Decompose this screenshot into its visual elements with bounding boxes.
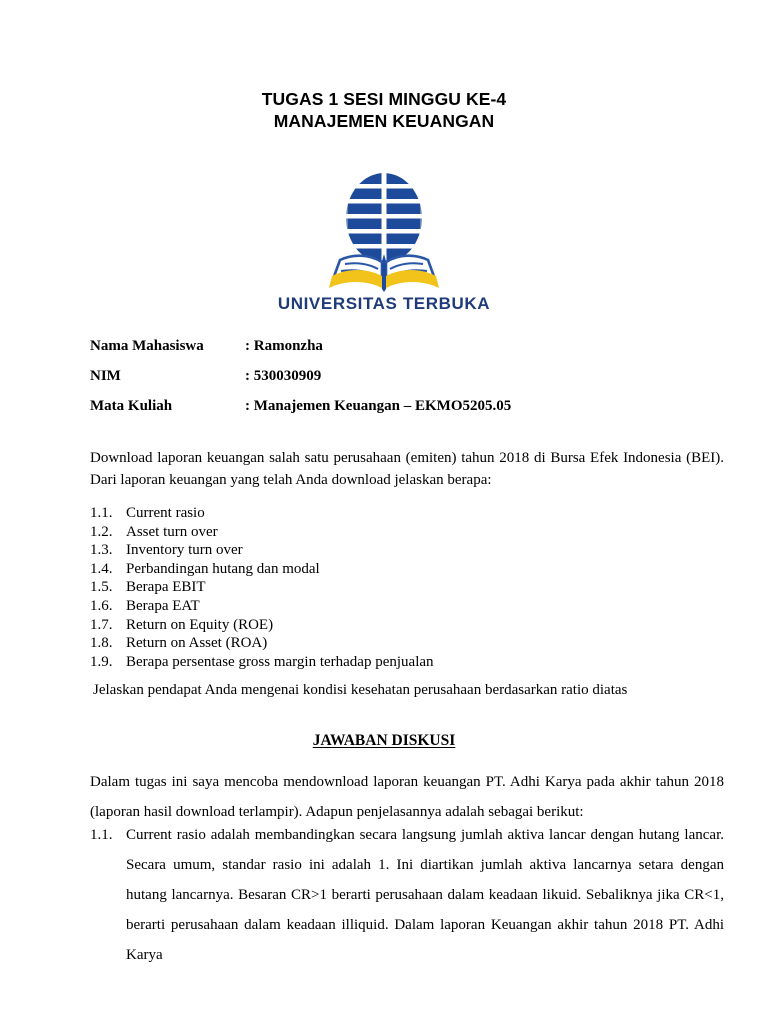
- student-info-row: [90, 361, 690, 391]
- list-item: [90, 634, 700, 653]
- info-value-nim: : 530030909: [245, 368, 322, 384]
- student-info-block: [90, 331, 690, 421]
- info-value-mata-kuliah: : Manajemen Keuangan – EKMO5205.05: [245, 398, 512, 414]
- info-label-mata-kuliah: Mata Kuliah: [90, 398, 173, 414]
- university-logo-icon: [319, 168, 449, 296]
- question-number: 1.8.: [90, 635, 113, 652]
- student-info-row: [90, 391, 690, 421]
- answer-section-heading: [0, 732, 768, 750]
- question-number: 1.4.: [90, 560, 113, 577]
- answer-intro-paragraph: Dalam tugas ini saya mencoba mendownload laporan keuangan PT. Adhi Karya pada akhir tahun 2018 (laporan hasil download terlampir). Adapun penjelasannya adalah sebagai berikut:: [90, 774, 724, 820]
- question-number: 1.6.: [90, 597, 113, 614]
- question-text: Asset turn over: [126, 523, 218, 540]
- answer-section-heading-text: JAWABAN DISKUSI: [312, 732, 456, 749]
- question-text: Return on Asset (ROA): [126, 635, 268, 652]
- list-item: [90, 504, 700, 523]
- question-number: 1.5.: [90, 579, 113, 596]
- list-item: [90, 523, 700, 542]
- question-text: Current rasio: [126, 505, 205, 521]
- closing-instruction: Jelaskan pendapat Anda mengenai kondisi kesehatan perusahaan berdasarkan ratio diatas: [93, 682, 628, 698]
- list-item: [90, 578, 700, 597]
- info-label-nim: NIM: [90, 368, 121, 384]
- intro-paragraph: Download laporan keuangan salah satu perusahaan (emiten) tahun 2018 di Bursa Efek Indonesia (BEI). Dari laporan keuangan yang telah Anda download jelaskan berapa:: [90, 450, 724, 488]
- answer-list-item: [90, 820, 724, 970]
- logo-caption: UNIVERSITAS TERBUKA: [277, 294, 491, 313]
- question-text: Berapa EBIT: [126, 579, 206, 596]
- student-info-row: [90, 331, 690, 361]
- question-number: 1.3.: [90, 542, 113, 559]
- list-item: [90, 597, 700, 616]
- question-text: Return on Equity (ROE): [126, 616, 274, 633]
- info-label-nama: Nama Mahasiswa: [90, 338, 204, 354]
- list-item: [90, 653, 700, 672]
- question-number: 1.9.: [90, 653, 113, 670]
- question-text: Inventory turn over: [126, 542, 243, 559]
- info-value-nama: : Ramonzha: [245, 338, 323, 354]
- question-text: Berapa EAT: [126, 597, 200, 614]
- question-number: 1.7.: [90, 616, 113, 633]
- question-list: [90, 504, 700, 671]
- question-number: 1.2.: [90, 523, 113, 540]
- question-text: Perbandingan hutang dan modal: [126, 560, 320, 577]
- universitas-terbuka-logo: [0, 168, 768, 314]
- document-title-block: [0, 88, 768, 132]
- list-item: [90, 616, 700, 635]
- list-item: [90, 541, 700, 560]
- answer-text: Current rasio adalah membandingkan secara langsung jumlah aktiva lancar dengan hutang lancar. Secara umum, standar rasio ini adalah 1. Ini diartikan jumlah aktiva lancarnya setara dengan hutang lancarnya. Besaran CR>1 berarti perusahaan dalam keadaan likuid. Sebaliknya jika CR<1, berarti perusahaan dalam keadaan illiquid. Dalam laporan Keuangan akhir tahun 2018 PT. Adhi Karya: [126, 827, 724, 963]
- question-number: 1.1.: [90, 505, 113, 521]
- list-item: [90, 560, 700, 579]
- page-title-line-1: TUGAS 1 SESI MINGGU KE-4: [261, 89, 507, 109]
- answer-number: 1.1.: [90, 827, 113, 843]
- page-title-line-2: MANAJEMEN KEUANGAN: [273, 111, 495, 131]
- question-text: Berapa persentase gross margin terhadap penjualan: [126, 653, 434, 670]
